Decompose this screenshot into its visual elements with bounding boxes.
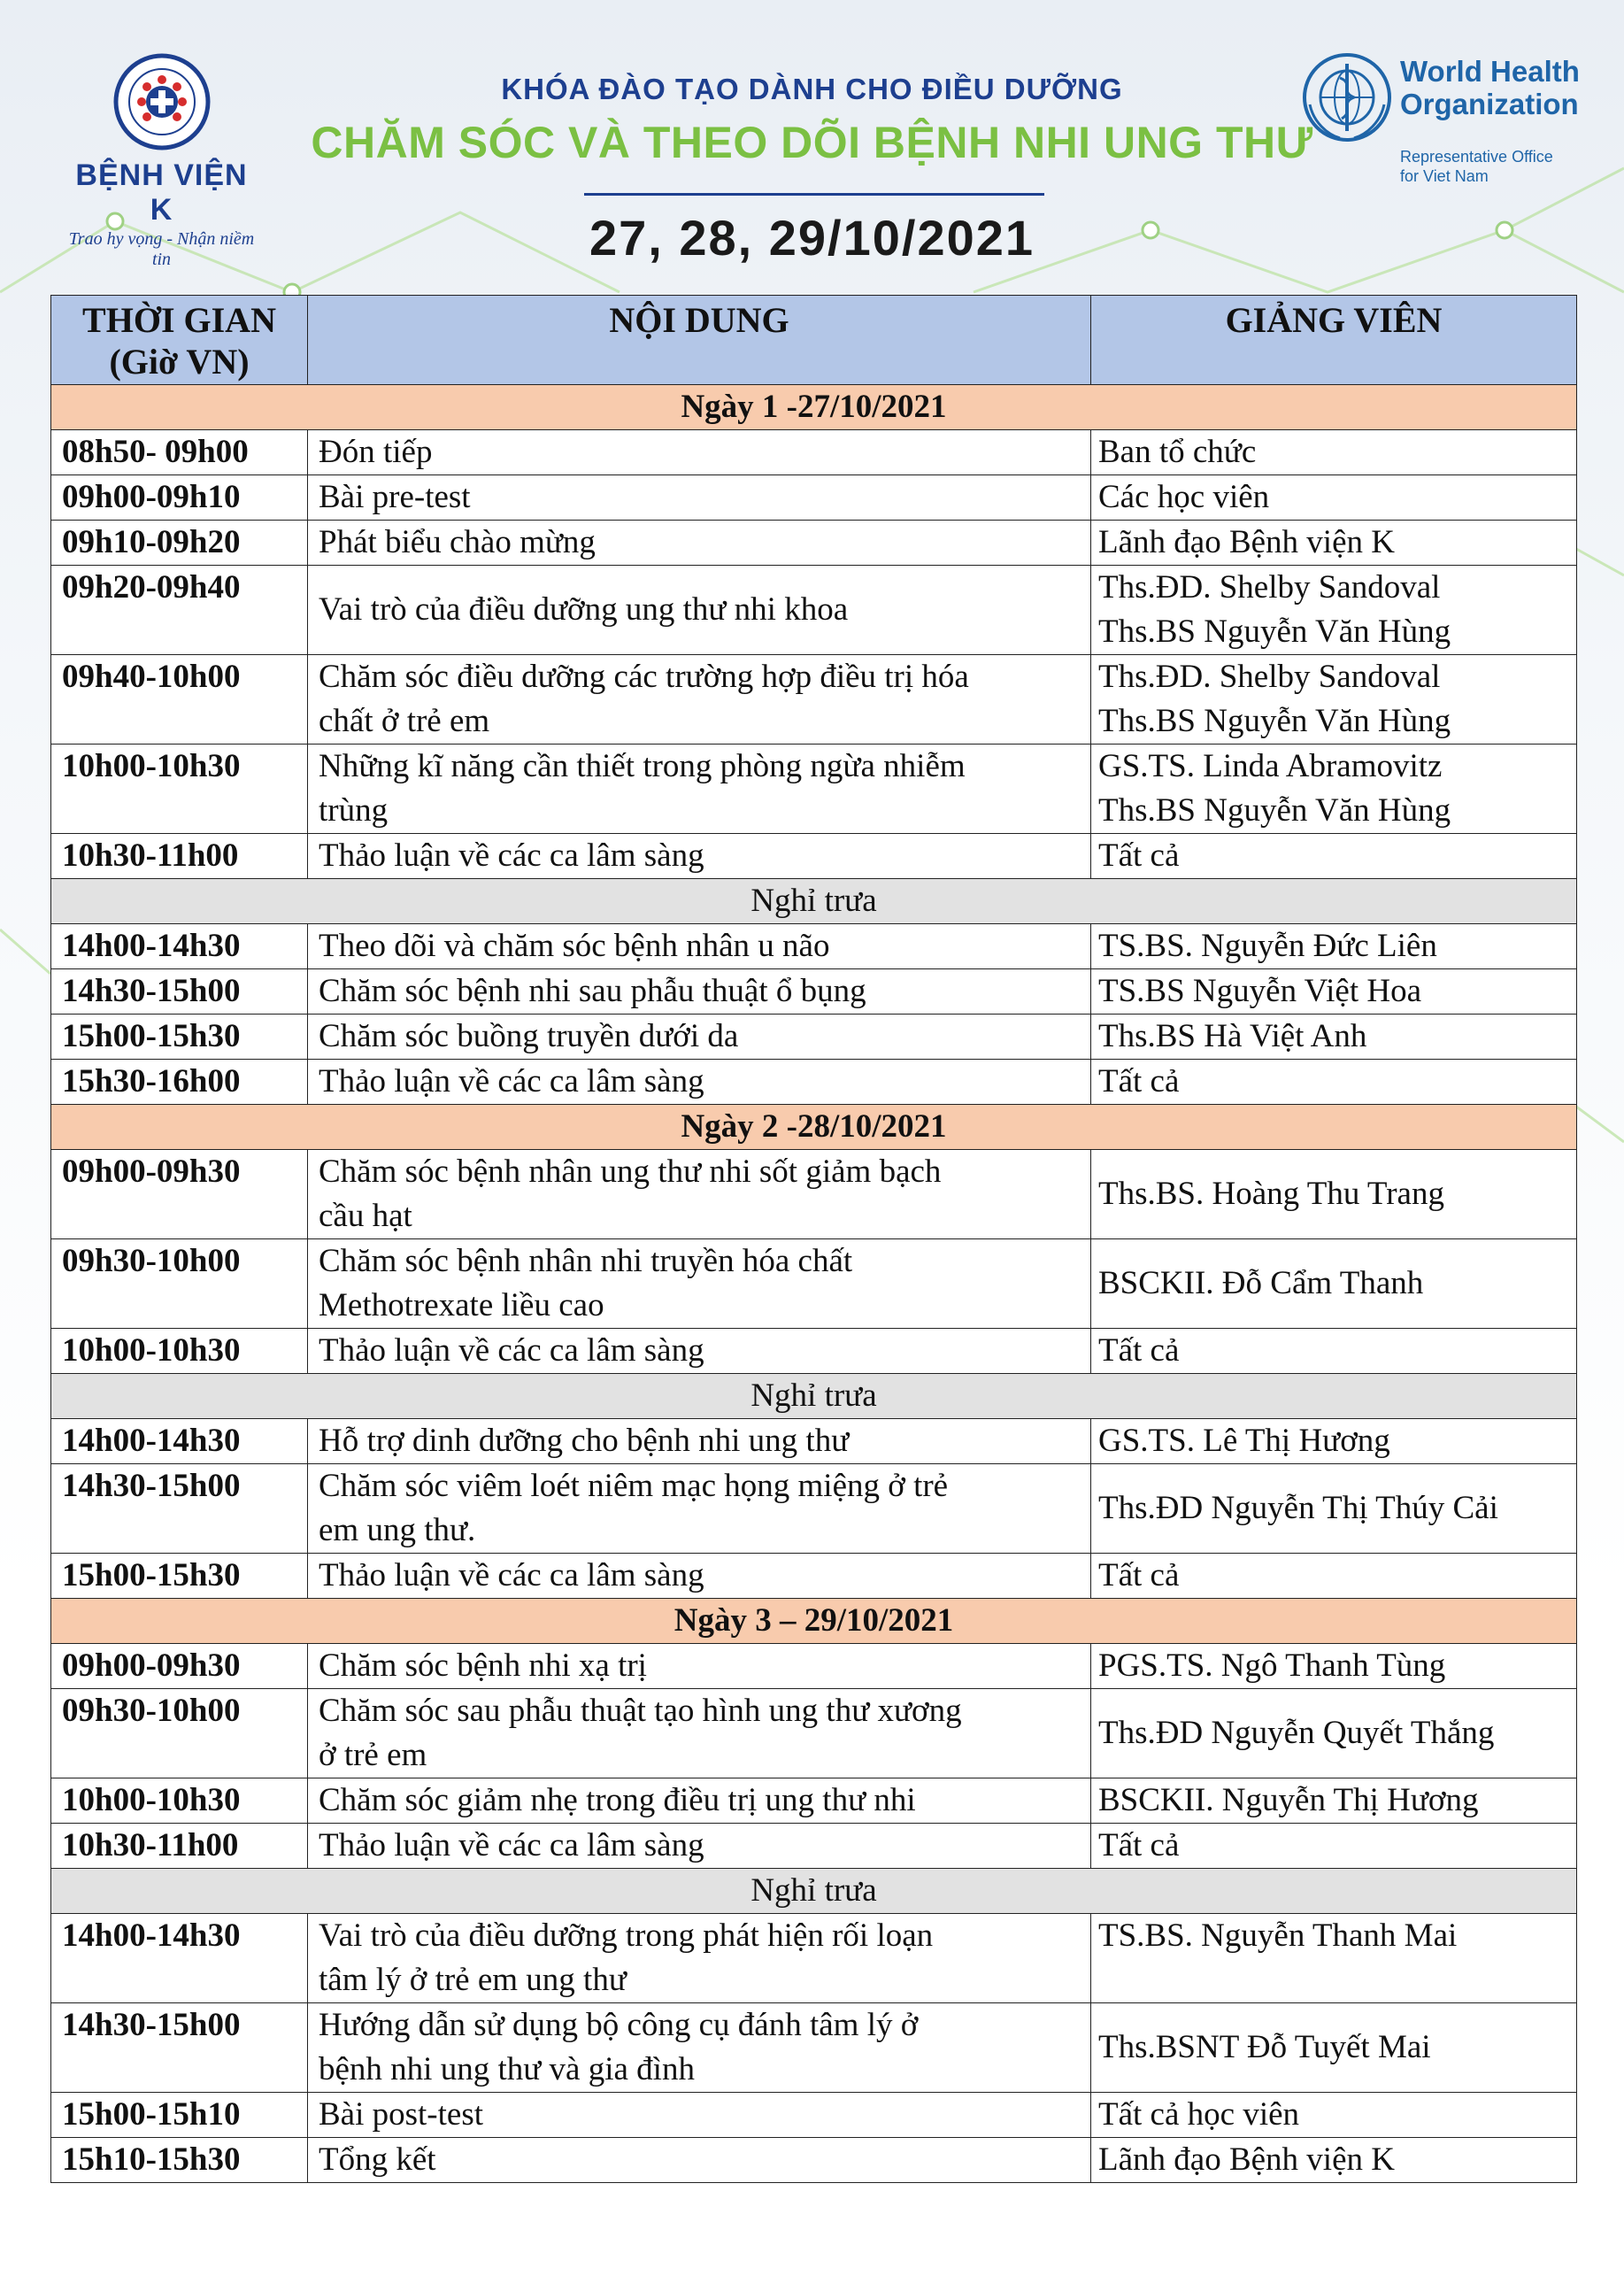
session-teacher: [1091, 1689, 1577, 1778]
teacher-name: BSCKII. Nguyễn Thị Hương: [1098, 1782, 1479, 1818]
day-label: Ngày 3 – 29/10/2021: [51, 1599, 1577, 1644]
session-content-line: ở trẻ em: [319, 1737, 427, 1773]
table-row: [51, 745, 1577, 834]
session-teacher: [1091, 924, 1577, 969]
lunch-break-row: [51, 1869, 1577, 1914]
session-content: [308, 969, 1091, 1015]
session-teacher: [1091, 745, 1577, 834]
hospital-slogan: Trao hy vọng - Nhận niềm tin: [68, 229, 255, 269]
session-time: 09h00-09h30: [51, 1644, 308, 1689]
session-content: [308, 1689, 1091, 1778]
session-time: 09h10-09h20: [51, 521, 308, 566]
teacher-name: GS.TS. Lê Thị Hương: [1098, 1423, 1390, 1459]
session-content-line: Thảo luận về các ca lâm sàng: [319, 1827, 704, 1863]
teacher-name: Ths.BS. Hoàng Thu Trang: [1098, 1176, 1444, 1212]
session-teacher: [1091, 1824, 1577, 1869]
session-content: [308, 1239, 1091, 1329]
session-content-line: Vai trò của điều dưỡng ung thư nhi khoa: [319, 591, 849, 628]
session-teacher: [1091, 1150, 1577, 1239]
session-teacher: [1091, 834, 1577, 879]
session-content-line: Hướng dẫn sử dụng bộ công cụ đánh tâm lý ở: [319, 2007, 919, 2043]
who-name-line1: World Health: [1400, 55, 1580, 88]
day-header-row: [51, 1105, 1577, 1150]
session-teacher: [1091, 2138, 1577, 2183]
session-time: 10h00-10h30: [51, 1778, 308, 1824]
who-office-line2: for Viet Nam: [1400, 167, 1489, 185]
session-teacher: [1091, 1015, 1577, 1060]
session-content-line: Thảo luận về các ca lâm sàng: [319, 1063, 704, 1099]
session-content: [308, 1060, 1091, 1105]
session-content: [308, 924, 1091, 969]
schedule-body: [51, 385, 1577, 2183]
session-teacher: [1091, 1914, 1577, 2003]
session-content: [308, 1015, 1091, 1060]
session-content-line: Thảo luận về các ca lâm sàng: [319, 1557, 704, 1593]
session-time: 09h00-09h30: [51, 1150, 308, 1239]
session-content: [308, 1329, 1091, 1374]
session-time: 15h00-15h10: [51, 2093, 308, 2138]
table-row: [51, 1644, 1577, 1689]
session-time: 09h30-10h00: [51, 1239, 308, 1329]
table-row: [51, 2003, 1577, 2093]
session-content: [308, 1778, 1091, 1824]
session-content-line: Chăm sóc sau phẫu thuật tạo hình ung thư xương: [319, 1693, 962, 1729]
col-header-teacher: GIẢNG VIÊN: [1091, 296, 1577, 385]
session-time: 09h30-10h00: [51, 1689, 308, 1778]
session-content-line: Phát biểu chào mừng: [319, 524, 596, 560]
session-content: [308, 834, 1091, 879]
session-content-line: tâm lý ở trẻ em ung thư: [319, 1962, 627, 1998]
schedule-table: [50, 295, 1577, 2183]
table-row: [51, 2138, 1577, 2183]
teacher-name: Lãnh đạo Bệnh viện K: [1098, 524, 1395, 560]
session-content-line: Bài post-test: [319, 2096, 484, 2133]
day-label: Ngày 1 -27/10/2021: [51, 385, 1577, 430]
session-teacher: [1091, 1060, 1577, 1105]
session-content-line: cầu hạt: [319, 1198, 412, 1234]
day-header-row: [51, 1599, 1577, 1644]
break-label: Nghỉ trưa: [51, 1869, 1577, 1914]
session-content-line: Methotrexate liều cao: [319, 1287, 604, 1323]
session-content: [308, 1419, 1091, 1464]
session-content-line: Tổng kết: [319, 2141, 436, 2178]
teacher-name: Tất cả: [1098, 1827, 1180, 1863]
table-row: [51, 1689, 1577, 1778]
session-content-line: Đón tiếp: [319, 434, 433, 470]
session-time: 09h20-09h40: [51, 566, 308, 655]
teacher-name: Ths.ĐD Nguyễn Thị Thúy Cải: [1098, 1490, 1498, 1526]
teacher-name: TS.BS Nguyễn Việt Hoa: [1098, 973, 1422, 1009]
teacher-name: Ths.ĐD. Shelby Sandoval: [1098, 659, 1441, 695]
col-header-time: [51, 296, 308, 385]
day-label: Ngày 2 -28/10/2021: [51, 1105, 1577, 1150]
who-office-line1: Representative Office: [1400, 148, 1553, 166]
table-row: [51, 1015, 1577, 1060]
teacher-name: Ths.ĐD Nguyễn Quyết Thắng: [1098, 1715, 1495, 1751]
col-header-time-line1: THỜI GIAN: [82, 300, 276, 340]
session-content: [308, 655, 1091, 745]
session-time: 15h00-15h30: [51, 1015, 308, 1060]
teacher-name: Các học viên: [1098, 479, 1270, 515]
table-row: [51, 1554, 1577, 1599]
session-time: 14h30-15h00: [51, 1464, 308, 1554]
session-content-line: Hỗ trợ dinh dưỡng cho bệnh nhi ung thư: [319, 1423, 850, 1459]
teacher-name: Tất cả học viên: [1098, 2096, 1300, 2133]
session-content: [308, 1464, 1091, 1554]
session-time: 10h00-10h30: [51, 1329, 308, 1374]
session-content: [308, 745, 1091, 834]
table-row: [51, 2093, 1577, 2138]
session-time: 15h30-16h00: [51, 1060, 308, 1105]
session-content: [308, 2138, 1091, 2183]
session-content: [308, 521, 1091, 566]
lunch-break-row: [51, 879, 1577, 924]
session-teacher: [1091, 1464, 1577, 1554]
col-header-time-line2: (Giờ VN): [109, 342, 250, 382]
course-line: KHÓA ĐÀO TẠO DÀNH CHO ĐIỀU DƯỠNG: [501, 73, 1123, 105]
course-dates: 27, 28, 29/10/2021: [589, 210, 1035, 266]
table-row: [51, 969, 1577, 1015]
table-row: [51, 1150, 1577, 1239]
teacher-name: Tất cả: [1098, 1557, 1180, 1593]
table-row: [51, 430, 1577, 475]
table-row: [51, 566, 1577, 655]
session-time: 09h40-10h00: [51, 655, 308, 745]
teacher-name: Ths.BS Nguyễn Văn Hùng: [1098, 613, 1451, 650]
teacher-name: PGS.TS. Ngô Thanh Tùng: [1098, 1647, 1446, 1684]
session-teacher: [1091, 566, 1577, 655]
session-content-line: Thảo luận về các ca lâm sàng: [319, 1332, 704, 1369]
teacher-name: Ths.BS Nguyễn Văn Hùng: [1098, 703, 1451, 739]
session-content: [308, 1824, 1091, 1869]
teacher-name: GS.TS. Linda Abramovitz: [1098, 748, 1443, 784]
session-time: 10h30-11h00: [51, 1824, 308, 1869]
session-time: 14h30-15h00: [51, 969, 308, 1015]
hospital-name: BỆNH VIỆN K: [75, 158, 248, 227]
session-content-line: Theo dõi và chăm sóc bệnh nhân u não: [319, 928, 830, 964]
table-row: [51, 475, 1577, 521]
who-name-line2: Organization: [1400, 88, 1579, 120]
session-time: 14h00-14h30: [51, 1914, 308, 2003]
session-teacher: [1091, 521, 1577, 566]
session-time: 09h00-09h10: [51, 475, 308, 521]
session-content-line: em ung thư.: [319, 1512, 476, 1548]
session-teacher: [1091, 2093, 1577, 2138]
teacher-name: Lãnh đạo Bệnh viện K: [1098, 2141, 1395, 2178]
table-header-row: [51, 296, 1577, 385]
teacher-name: Ths.BS Nguyễn Văn Hùng: [1098, 792, 1451, 829]
break-label: Nghỉ trưa: [51, 879, 1577, 924]
table-row: [51, 1329, 1577, 1374]
session-time: 14h30-15h00: [51, 2003, 308, 2093]
session-content: [308, 2003, 1091, 2093]
session-content-line: Bài pre-test: [319, 479, 471, 515]
session-teacher: [1091, 1239, 1577, 1329]
header-divider: [584, 193, 1044, 196]
session-content: [308, 2093, 1091, 2138]
session-time: 14h00-14h30: [51, 924, 308, 969]
teacher-name: Ths.BS Hà Việt Anh: [1098, 1018, 1367, 1054]
teacher-name: TS.BS. Nguyễn Thanh Mai: [1098, 1917, 1458, 1954]
table-row: [51, 1060, 1577, 1105]
session-teacher: [1091, 1778, 1577, 1824]
teacher-name: Tất cả: [1098, 1063, 1180, 1099]
session-teacher: [1091, 1419, 1577, 1464]
day-header-row: [51, 385, 1577, 430]
teacher-name: Ths.ĐD. Shelby Sandoval: [1098, 569, 1441, 606]
session-teacher: [1091, 2003, 1577, 2093]
session-content: [308, 430, 1091, 475]
session-time: 10h00-10h30: [51, 745, 308, 834]
session-content: [308, 1150, 1091, 1239]
session-time: 15h10-15h30: [51, 2138, 308, 2183]
teacher-name: Ban tổ chức: [1098, 434, 1257, 470]
session-content-line: Chăm sóc điều dưỡng các trường hợp điều trị hóa: [319, 659, 969, 695]
session-time: 08h50- 09h00: [51, 430, 308, 475]
session-content-line: Thảo luận về các ca lâm sàng: [319, 837, 704, 874]
session-teacher: [1091, 430, 1577, 475]
table-row: [51, 1419, 1577, 1464]
table-row: [51, 1824, 1577, 1869]
break-label: Nghỉ trưa: [51, 1374, 1577, 1419]
session-content-line: Chăm sóc bệnh nhi sau phẫu thuật ổ bụng: [319, 973, 866, 1009]
col-header-content: NỘI DUNG: [308, 296, 1091, 385]
table-row: [51, 924, 1577, 969]
session-content: [308, 1644, 1091, 1689]
session-time: 15h00-15h30: [51, 1554, 308, 1599]
session-content-line: bệnh nhi ung thư và gia đình: [319, 2051, 695, 2087]
session-content: [308, 566, 1091, 655]
session-teacher: [1091, 1644, 1577, 1689]
session-content-line: chất ở trẻ em: [319, 703, 490, 739]
session-content: [308, 1914, 1091, 2003]
session-teacher: [1091, 475, 1577, 521]
session-teacher: [1091, 655, 1577, 745]
table-row: [51, 1239, 1577, 1329]
table-row: [51, 1778, 1577, 1824]
session-content-line: Chăm sóc bệnh nhân ung thư nhi sốt giảm bạch: [319, 1153, 942, 1190]
session-content: [308, 1554, 1091, 1599]
session-content-line: Những kĩ năng cần thiết trong phòng ngừa nhiễm: [319, 748, 966, 784]
session-time: 10h30-11h00: [51, 834, 308, 879]
session-teacher: [1091, 1329, 1577, 1374]
lunch-break-row: [51, 1374, 1577, 1419]
table-row: [51, 521, 1577, 566]
teacher-name: Ths.BSNT Đỗ Tuyết Mai: [1098, 2029, 1431, 2065]
course-title: CHĂM SÓC VÀ THEO DÕI BỆNH NHI UNG THƯ: [311, 118, 1313, 167]
table-row: [51, 834, 1577, 879]
teacher-name: Tất cả: [1098, 837, 1180, 874]
session-content-line: Chăm sóc viêm loét niêm mạc họng miệng ở trẻ: [319, 1468, 949, 1504]
table-row: [51, 1914, 1577, 2003]
session-time: 14h00-14h30: [51, 1419, 308, 1464]
teacher-name: Tất cả: [1098, 1332, 1180, 1369]
teacher-name: BSCKII. Đỗ Cẩm Thanh: [1098, 1265, 1424, 1301]
table-row: [51, 655, 1577, 745]
session-content-line: Chăm sóc giảm nhẹ trong điều trị ung thư nhi: [319, 1782, 916, 1818]
session-content-line: Chăm sóc bệnh nhi xạ trị: [319, 1647, 647, 1684]
session-teacher: [1091, 1554, 1577, 1599]
session-content-line: Vai trò của điều dưỡng trong phát hiện rối loạn: [319, 1917, 934, 1954]
teacher-name: TS.BS. Nguyễn Đức Liên: [1098, 928, 1437, 964]
session-content-line: Chăm sóc buồng truyền dưới da: [319, 1018, 739, 1054]
session-content-line: Chăm sóc bệnh nhân nhi truyền hóa chất: [319, 1243, 853, 1279]
session-teacher: [1091, 969, 1577, 1015]
session-content-line: trùng: [319, 792, 389, 829]
session-content: [308, 475, 1091, 521]
table-row: [51, 1464, 1577, 1554]
